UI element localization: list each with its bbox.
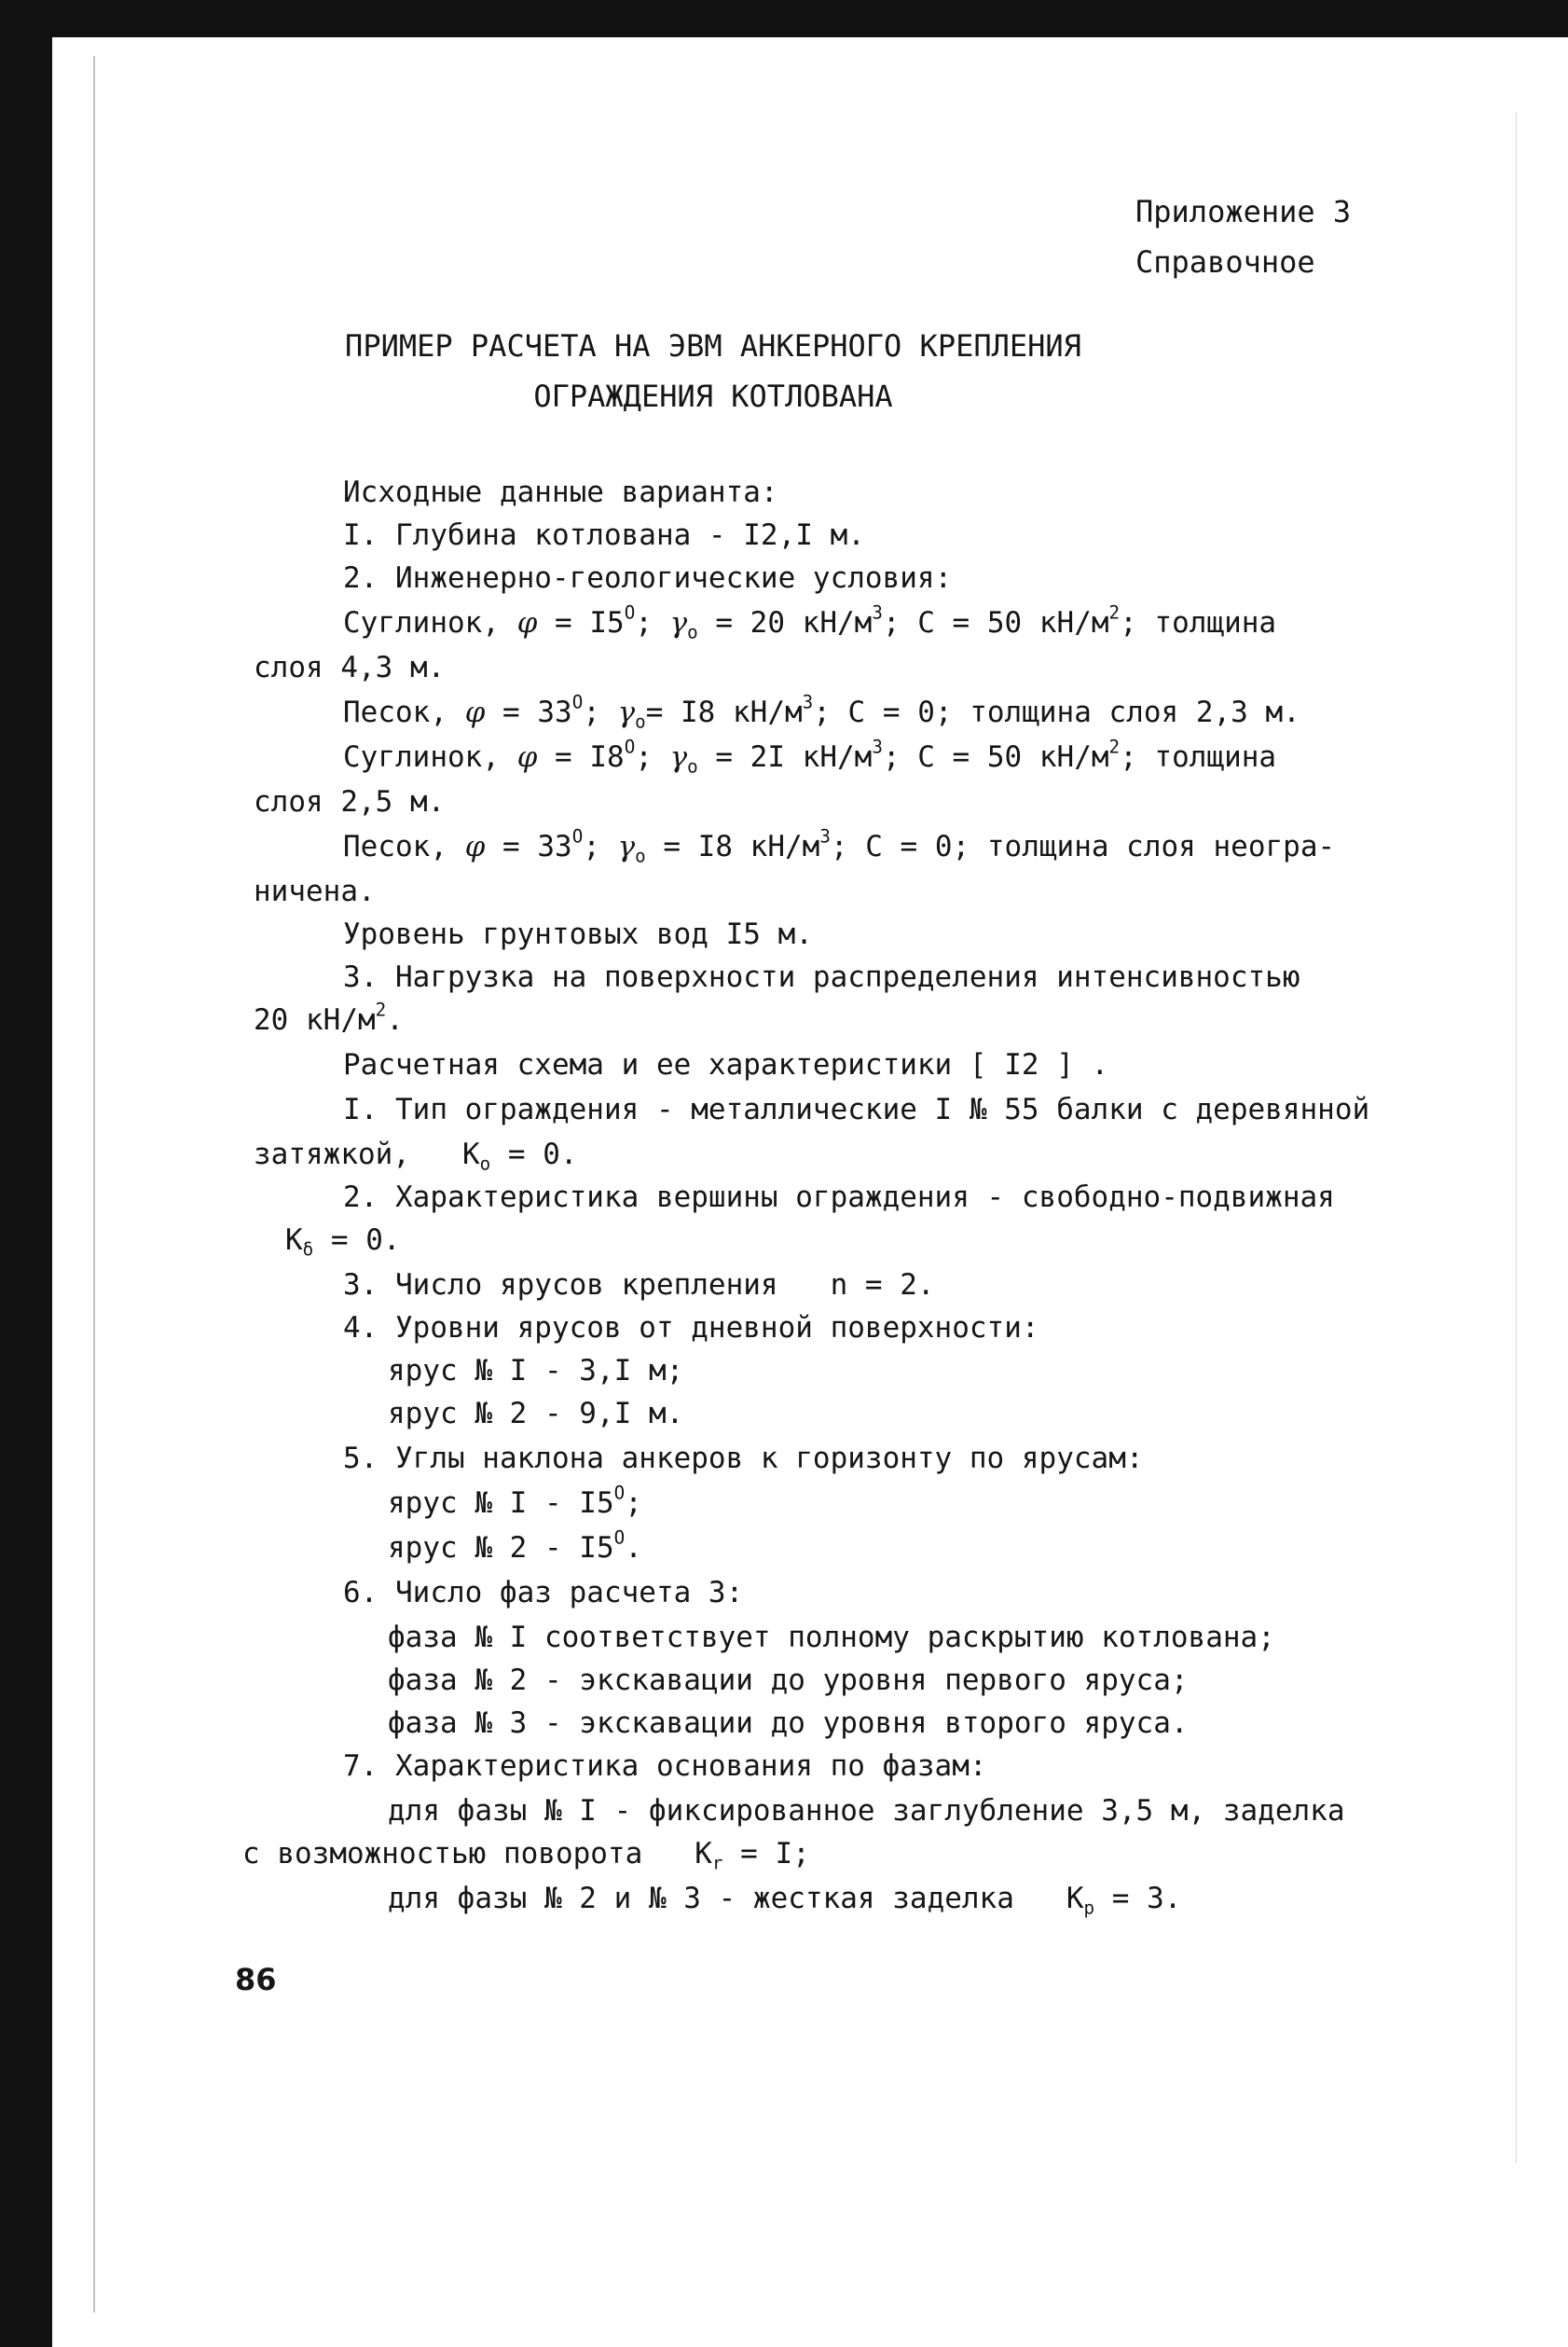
soil-layer-2: Песок, $\varphi = 33^O$; $\gamma_o= I8$ $кН/м^3$; C = 0; толщина слоя 2,3 м. xyxy=(343,691,1300,733)
soil-layer-4: Песок, $\varphi = 33^O$; $\gamma_o = I8$ $кН/м^3$; C = 0; толщина слоя неогра- xyxy=(343,825,1336,867)
scheme-item-5: 5. Углы наклона анкеров к горизонту по ярусам: xyxy=(343,1442,1144,1475)
phase-1: фаза № I соответствует полному раскрытию котлована; xyxy=(388,1621,1275,1654)
appendix-header xyxy=(1135,186,1351,287)
scheme-item-6: 6. Число фаз расчета 3: xyxy=(343,1576,744,1609)
scheme-item-2-cont: $K_\delta = 0$. xyxy=(285,1223,401,1261)
scheme-item-1: I. Тип ограждения - металлические I № 55 балки с деревянной xyxy=(343,1093,1370,1126)
scheme-item-2: 2. Характеристика вершины ограждения - свободно-подвижная xyxy=(343,1180,1335,1214)
page-title-line2: ОГРАЖДЕНИЯ КОТЛОВАНА xyxy=(533,379,893,414)
phase-3: фаза № 3 - экскавации до уровня второго яруса. xyxy=(388,1706,1189,1740)
scheme-heading: Расчетная схема и ее характеристики [ I2 ] . xyxy=(343,1048,1109,1082)
soil-layer-1-cont: слоя 4,3 м. xyxy=(254,651,446,684)
item-depth: I. Глубина котлована - I2,I м. xyxy=(343,518,865,552)
soil-layer-4-cont: ничена. xyxy=(254,875,376,908)
scheme-item-1-cont: затяжкой, $K_o = 0$. xyxy=(254,1138,578,1175)
tier-1-level: ярус № I - 3,I м; xyxy=(388,1354,684,1387)
tier-2-level: ярус № 2 - 9,I м. xyxy=(388,1397,684,1430)
item-load: 3. Нагрузка на поверхности распределения интенсивностью xyxy=(343,960,1300,994)
page-number: 86 xyxy=(235,1962,277,1997)
soil-layer-1: Суглинок, $\varphi = I5^O$; $\gamma_o = 20$ $кН/м^3$; C = 50 $кН/м^2$; толщина xyxy=(343,601,1277,643)
tier-1-angle: ярус № I - $I5^O$; xyxy=(388,1482,642,1520)
base-phase-2-3: для фазы № 2 и № 3 - жесткая заделка $K_p = 3$. xyxy=(388,1882,1182,1919)
scheme-item-7: 7. Характеристика основания по фазам: xyxy=(343,1749,987,1783)
appendix-number: Приложение 3 xyxy=(1135,194,1352,229)
item-load-cont: 20 $кН/м^2$. xyxy=(254,999,404,1037)
page-title: ПРИМЕР РАСЧЕТА НА ЭВМ АНКЕРНОГО КРЕПЛЕНИЯ xyxy=(345,328,1081,364)
base-phase-1: для фазы № I - фиксированное заглубление 3,5 м, заделка xyxy=(388,1794,1345,1828)
appendix-type: Справочное xyxy=(1135,244,1315,280)
soil-layer-3: Суглинок, $\varphi = I8^O$; $\gamma_o = 2I$ $кН/м^3$; C = 50 $кН/м^2$; толщина xyxy=(343,736,1277,778)
item-geology: 2. Инженерно-геологические условия: xyxy=(343,561,953,595)
initial-data-heading: Исходные данные варианта: xyxy=(343,476,778,509)
soil-layer-3-cont: слоя 2,5 м. xyxy=(254,785,446,819)
groundwater-level: Уровень грунтовых вод I5 м. xyxy=(343,918,813,951)
base-phase-1-cont: с возможностью поворота $K_r = I$; xyxy=(242,1837,810,1874)
tier-2-angle: ярус № $2 - I5^O$. xyxy=(388,1526,642,1565)
phase-2: фаза № 2 - экскавации до уровня первого яруса; xyxy=(388,1664,1189,1697)
scheme-item-3: 3. Число ярусов крепления n = 2. xyxy=(343,1268,935,1302)
scheme-item-4: 4. Уровни ярусов от дневной поверхности: xyxy=(343,1311,1039,1345)
